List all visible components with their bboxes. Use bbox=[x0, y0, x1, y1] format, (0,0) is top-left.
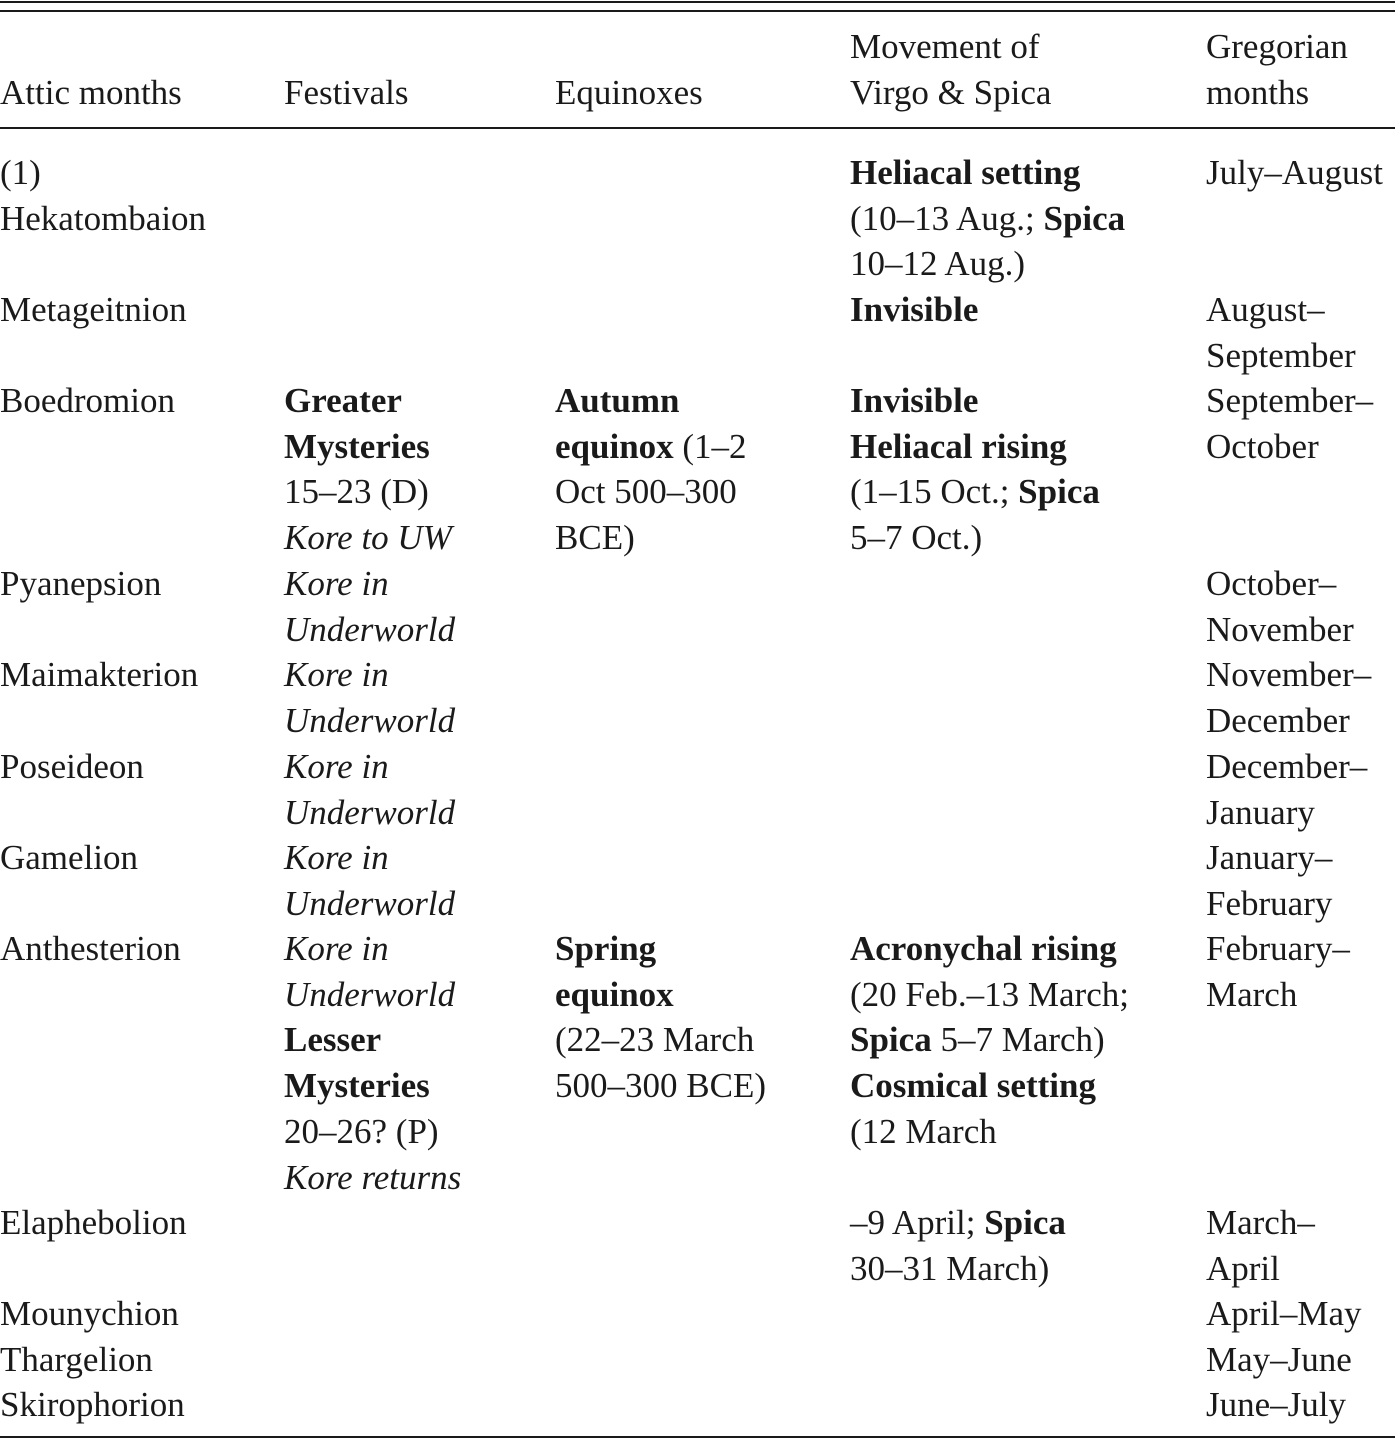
attic-month: Poseideon bbox=[0, 747, 144, 786]
gregorian-month: July–August bbox=[1206, 153, 1383, 192]
gregorian-month: May–June bbox=[1206, 1340, 1352, 1379]
movement-dates bbox=[850, 196, 1125, 242]
movement-dates bbox=[850, 1017, 1129, 1063]
attic-month: Pyanepsion bbox=[0, 564, 162, 603]
row-mounychion-gregorian bbox=[1206, 1291, 1362, 1337]
attic-month: Anthesterion bbox=[0, 929, 181, 968]
gregorian-month: April–May bbox=[1206, 1294, 1362, 1333]
gregorian-month: October– bbox=[1206, 564, 1337, 603]
row-gamelion-festivals bbox=[284, 835, 455, 926]
gregorian-month: March bbox=[1206, 974, 1298, 1014]
row-thargelion-attic bbox=[0, 1337, 153, 1383]
gregorian-month: September– bbox=[1206, 381, 1374, 420]
equinox-dates: 500–300 BCE) bbox=[555, 1066, 766, 1106]
festival-note: Kore in bbox=[284, 929, 389, 968]
spica-label: Spica bbox=[850, 1020, 932, 1060]
gregorian-month: April bbox=[1206, 1248, 1280, 1288]
spica-label: Spica bbox=[1043, 198, 1126, 238]
gregorian-month: December– bbox=[1206, 747, 1368, 786]
equinox-dates: Oct 500–300 bbox=[555, 472, 737, 512]
festival-note: Underworld bbox=[284, 974, 456, 1014]
spica-label: Spica bbox=[984, 1203, 1066, 1242]
gregorian-month: March– bbox=[1206, 1203, 1315, 1242]
gregorian-month: December bbox=[1206, 700, 1350, 740]
gregorian-month: September bbox=[1206, 335, 1356, 375]
attic-month: Skirophorion bbox=[0, 1385, 185, 1424]
row-boedromion-attic bbox=[0, 378, 175, 424]
top-rule-1 bbox=[0, 1, 1395, 3]
gregorian-month: November bbox=[1206, 609, 1354, 649]
equinox-dates: (1–2 bbox=[673, 426, 747, 466]
row-skirophorion-gregorian bbox=[1206, 1382, 1346, 1428]
equinox-name: equinox bbox=[555, 974, 674, 1014]
row-anthesterion-gregorian bbox=[1206, 926, 1350, 1017]
movement-phase: Acronychal rising bbox=[850, 929, 1117, 968]
row-poseideon-attic bbox=[0, 744, 144, 790]
row-hekatombaion-attic bbox=[0, 150, 206, 241]
movement-dates: 10–12 Aug.) bbox=[850, 244, 1025, 284]
row-boedromion-festivals bbox=[284, 378, 452, 561]
row-boedromion-movement bbox=[850, 378, 1100, 561]
gregorian-month: January bbox=[1206, 792, 1315, 832]
equinox-name: Spring bbox=[555, 929, 657, 968]
festival-name: Lesser bbox=[284, 1020, 382, 1060]
row-elaphebolion-gregorian bbox=[1206, 1200, 1315, 1291]
row-pyanepsion-festivals bbox=[284, 561, 455, 652]
row-boedromion-equinoxes bbox=[555, 378, 747, 561]
movement-phase: Heliacal rising bbox=[850, 426, 1067, 466]
movement-text: –9 April; bbox=[850, 1203, 985, 1242]
row-skirophorion-attic bbox=[0, 1382, 185, 1428]
festival-note: Underworld bbox=[284, 700, 456, 740]
attic-month: Thargelion bbox=[0, 1340, 153, 1379]
row-anthesterion-festivals bbox=[284, 926, 461, 1200]
equinox-name: Autumn bbox=[555, 381, 680, 420]
movement-dates: (12 March bbox=[850, 1111, 997, 1151]
bottom-rule bbox=[0, 1436, 1395, 1438]
gregorian-month: January– bbox=[1206, 838, 1333, 877]
header-attic-months: Attic months bbox=[0, 73, 182, 112]
header-movement-line2: Virgo & Spica bbox=[850, 72, 1052, 112]
movement-dates: 5–7 Oct.) bbox=[850, 518, 983, 558]
equinox-dates: (22–23 March bbox=[555, 1020, 755, 1060]
equinox-dates: BCE) bbox=[555, 518, 635, 558]
row-elaphebolion-attic bbox=[0, 1200, 187, 1246]
attic-month: Boedromion bbox=[0, 381, 175, 420]
header-gregorian bbox=[1206, 24, 1348, 115]
attic-month: Hekatombaion bbox=[0, 198, 207, 238]
header-equinoxes: Equinoxes bbox=[555, 73, 703, 112]
row-mounychion-attic bbox=[0, 1291, 179, 1337]
gregorian-month: August– bbox=[1206, 290, 1325, 329]
festival-dates: 15–23 (D) bbox=[284, 472, 429, 512]
row-poseideon-festivals bbox=[284, 744, 455, 835]
festival-note: Underworld bbox=[284, 609, 456, 649]
row-elaphebolion-movement bbox=[850, 1200, 1066, 1291]
gregorian-month: November– bbox=[1206, 655, 1372, 694]
row-boedromion-gregorian bbox=[1206, 378, 1373, 469]
row-pyanepsion-attic bbox=[0, 561, 161, 607]
header-gregorian-line1: Gregorian bbox=[1206, 27, 1348, 66]
row-anthesterion-movement bbox=[850, 926, 1129, 1155]
festival-note: Kore in bbox=[284, 564, 389, 603]
row-hekatombaion-movement bbox=[850, 150, 1125, 287]
movement-phase: Heliacal setting bbox=[850, 153, 1081, 192]
header-rule bbox=[0, 127, 1395, 129]
movement-phase: Cosmical setting bbox=[850, 1066, 1096, 1106]
attic-month: Elaphebolion bbox=[0, 1203, 187, 1242]
movement-phase: Invisible bbox=[850, 290, 979, 329]
gregorian-month: February– bbox=[1206, 929, 1350, 968]
gregorian-month: June–July bbox=[1206, 1385, 1346, 1424]
festival-note: Kore in bbox=[284, 655, 389, 694]
movement-dates bbox=[850, 1200, 1066, 1246]
movement-phase: Invisible bbox=[850, 381, 979, 420]
festival-note: Kore returns bbox=[284, 1157, 462, 1197]
movement-dates bbox=[850, 469, 1100, 515]
header-festivals: Festivals bbox=[284, 73, 409, 112]
festival-dates: 20–26? (P) bbox=[284, 1111, 439, 1151]
festival-note: Kore in bbox=[284, 747, 389, 786]
spica-label: Spica bbox=[1018, 472, 1100, 512]
attic-month-number: (1) bbox=[0, 153, 41, 192]
header-gregorian-line2: months bbox=[1206, 72, 1310, 112]
row-maimakterion-attic bbox=[0, 652, 198, 698]
header-movement bbox=[850, 24, 1051, 115]
row-thargelion-gregorian bbox=[1206, 1337, 1352, 1383]
gregorian-month: February bbox=[1206, 883, 1333, 923]
row-maimakterion-festivals bbox=[284, 652, 455, 743]
movement-text: (1–15 Oct.; bbox=[850, 472, 1019, 512]
gregorian-month: October bbox=[1206, 426, 1319, 466]
row-maimakterion-gregorian bbox=[1206, 652, 1371, 743]
attic-month: Metageitnion bbox=[0, 290, 187, 329]
attic-month: Maimakterion bbox=[0, 655, 199, 694]
festival-note: Underworld bbox=[284, 883, 456, 923]
movement-dates: (20 Feb.–13 March; bbox=[850, 974, 1129, 1014]
movement-text: 5–7 March) bbox=[931, 1020, 1105, 1060]
festival-name: Greater bbox=[284, 381, 402, 420]
attic-month: Mounychion bbox=[0, 1294, 179, 1333]
attic-month: Gamelion bbox=[0, 838, 139, 877]
row-anthesterion-attic bbox=[0, 926, 181, 972]
equinox-name: equinox bbox=[555, 426, 674, 466]
festival-name: Mysteries bbox=[284, 426, 430, 466]
movement-text: (10–13 Aug.; bbox=[850, 198, 1044, 238]
row-metageitnion-movement bbox=[850, 287, 978, 333]
row-metageitnion-gregorian bbox=[1206, 287, 1356, 378]
row-pyanepsion-gregorian bbox=[1206, 561, 1354, 652]
row-anthesterion-equinoxes bbox=[555, 926, 766, 1109]
row-gamelion-gregorian bbox=[1206, 835, 1332, 926]
row-metageitnion-attic bbox=[0, 287, 187, 333]
equinox-line bbox=[555, 424, 747, 470]
festival-note: Kore to UW bbox=[284, 518, 452, 558]
movement-dates: 30–31 March) bbox=[850, 1248, 1050, 1288]
festival-note: Kore in bbox=[284, 838, 389, 877]
festival-note: Underworld bbox=[284, 792, 456, 832]
top-rule-2 bbox=[0, 10, 1395, 12]
festival-name: Mysteries bbox=[284, 1066, 430, 1106]
row-gamelion-attic bbox=[0, 835, 138, 881]
row-poseideon-gregorian bbox=[1206, 744, 1367, 835]
header-movement-line1: Movement of bbox=[850, 27, 1040, 66]
row-hekatombaion-gregorian bbox=[1206, 150, 1383, 196]
